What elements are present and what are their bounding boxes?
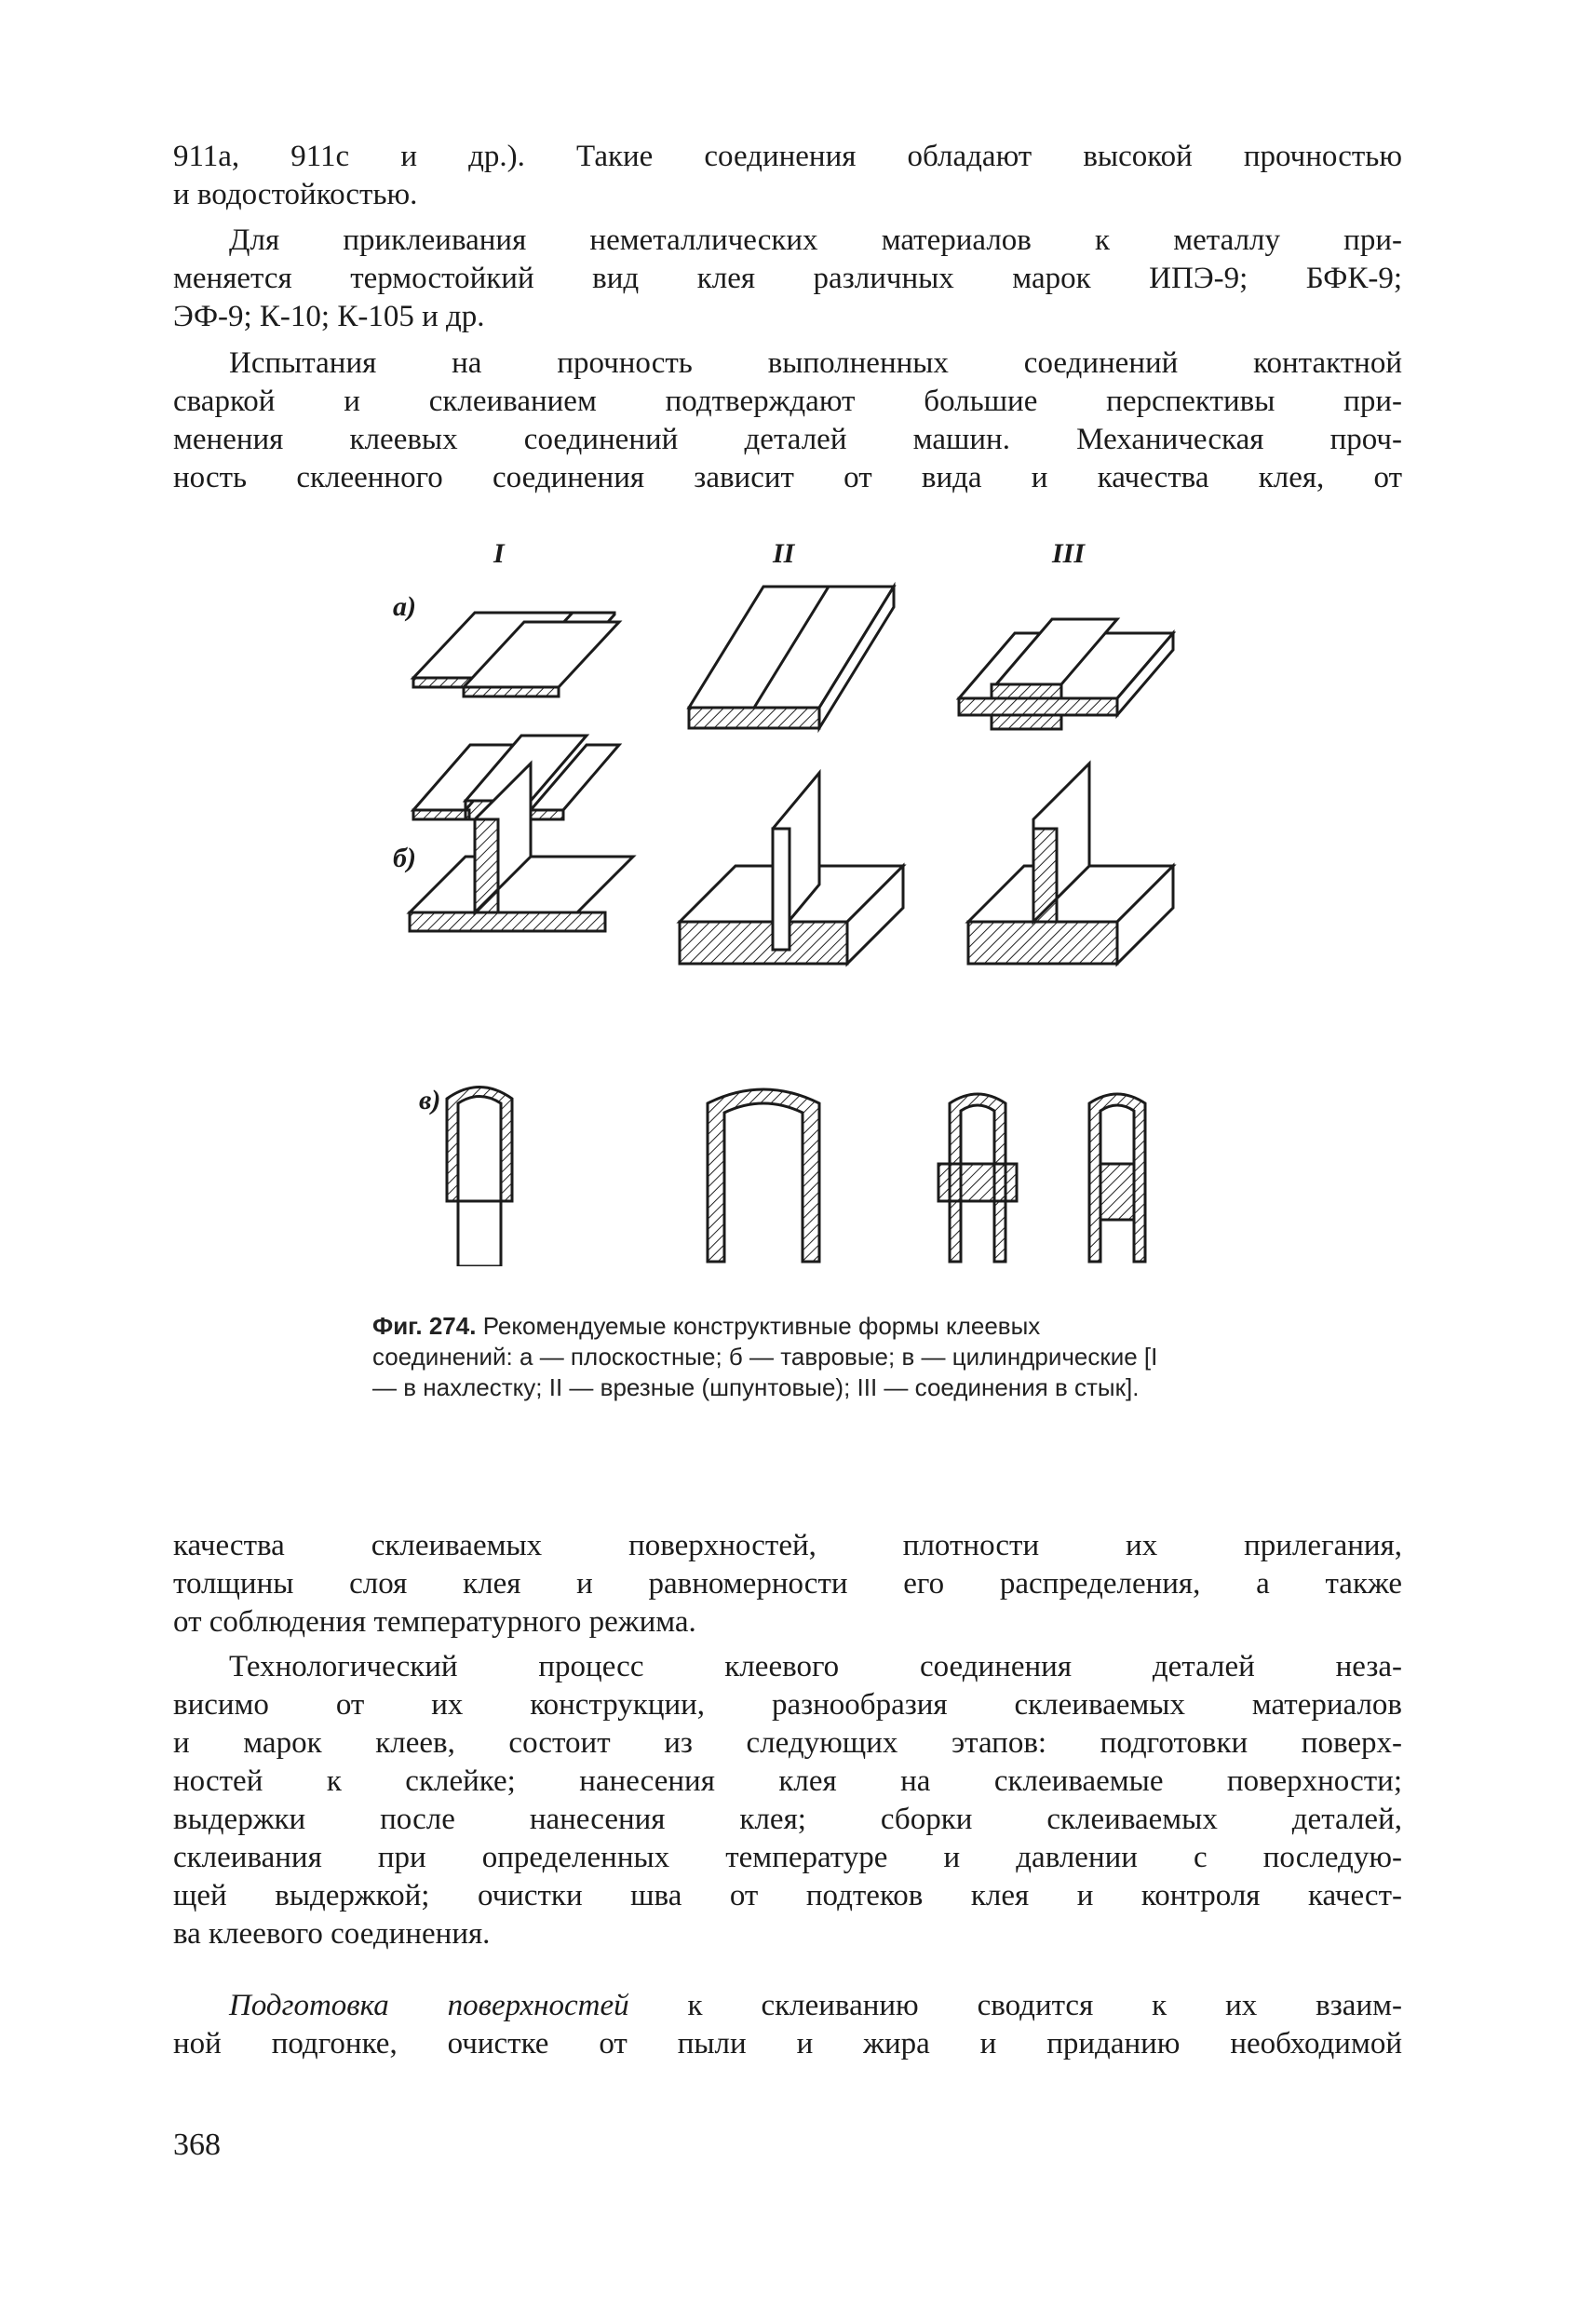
text-span: к склеиванию сводится к их взаим- <box>628 1989 1402 2022</box>
row-label-a: а) <box>393 591 416 622</box>
tube-butt-sleeve-drawing <box>938 1094 1017 1262</box>
joint-drawings <box>372 521 1248 1266</box>
paragraph-2 <box>173 222 1402 336</box>
t-joint-butt-drawing <box>968 763 1173 964</box>
page-number: 368 <box>173 2128 221 2162</box>
text-line: ЭФ-9; К-10; К-105 и др. <box>173 300 485 333</box>
tube-lap-drawing <box>447 1088 512 1267</box>
text-line: висимо от их конструкции, разнообразия склеиваемых материалов <box>173 1688 1402 1722</box>
text-line: и водостойкостью. <box>173 178 418 211</box>
paragraph-5 <box>173 1648 1402 1953</box>
tube-butt-inner-drawing <box>1089 1094 1145 1262</box>
column-label-3: III <box>1052 538 1086 569</box>
text-line: от соблюдения температурного режима. <box>173 1605 696 1639</box>
text-line: Технологический процесс клеевого соединения деталей неза- <box>229 1650 1402 1683</box>
lap-joint-flat-drawing <box>413 613 619 696</box>
text-line: ность склеенного соединения зависит от вида и качества клея, от <box>173 461 1402 494</box>
text-line: склеивания при определенных температуре и давлении с последую- <box>173 1841 1402 1874</box>
emphasis-text: Подготовка поверхностей <box>229 1989 629 2022</box>
caption-text: Рекомендуемые конструктивные формы клеевых соединений: а — плоскостные; б — тавровые; в — цилиндрические [I — в нахлестку; II — врезные (шпунтовые); III — соединения в стык]. <box>372 1312 1158 1401</box>
paragraph-6 <box>173 1987 1402 2063</box>
text-line: Для приклеивания неметаллических материалов к металлу при- <box>229 223 1402 257</box>
figure-caption <box>372 1311 1173 1403</box>
text-line: 911а, 911с и др.). Такие соединения обладают высокой прочностью <box>173 140 1402 173</box>
row-label-b: б) <box>393 843 416 873</box>
paragraph-3 <box>173 345 1402 497</box>
text-line: ной подгонке, очистке от пыли и жира и приданию необходимой <box>173 2027 1402 2061</box>
column-label-1: I <box>493 538 505 569</box>
row-label-v: в) <box>419 1085 441 1115</box>
text-line: менения клеевых соединений деталей машин. Механическая проч- <box>173 423 1402 456</box>
text-line <box>173 1987 1402 2025</box>
tongue-joint-drawing <box>689 587 894 728</box>
text-line: качества склеиваемых поверхностей, плотности их прилегания, <box>173 1529 1402 1562</box>
butt-joint-strap-drawing <box>959 619 1173 729</box>
text-line: толщины слоя клея и равномерности его распределения, а также <box>173 1567 1402 1601</box>
text-line: ностей к склейке; нанесения клея на склеиваемые поверхности; <box>173 1764 1402 1798</box>
column-label-2: II <box>773 538 795 569</box>
caption-title: Фиг. 274. <box>372 1312 477 1340</box>
paragraph-4 <box>173 1527 1402 1642</box>
t-joint-slot-drawing <box>680 773 903 964</box>
paragraph-1 <box>173 138 1402 214</box>
text-line: щей выдержкой; очистки шва от подтеков клея и контроля качест- <box>173 1879 1402 1912</box>
text-line: меняется термостойкий вид клея различных марок ИПЭ-9; БФК-9; <box>173 262 1402 295</box>
text-line: ва клеевого соединения. <box>173 1917 491 1951</box>
figure-274 <box>372 521 1248 1266</box>
tube-socket-drawing <box>708 1089 819 1262</box>
text-line: Испытания на прочность выполненных соединений контактной <box>229 346 1402 380</box>
text-line: сваркой и склеиванием подтверждают большие перспективы при- <box>173 385 1402 418</box>
text-line: выдержки после нанесения клея; сборки склеиваемых деталей, <box>173 1803 1402 1836</box>
text-line: и марок клеев, состоит из следующих этапов: подготовки поверх- <box>173 1726 1402 1760</box>
